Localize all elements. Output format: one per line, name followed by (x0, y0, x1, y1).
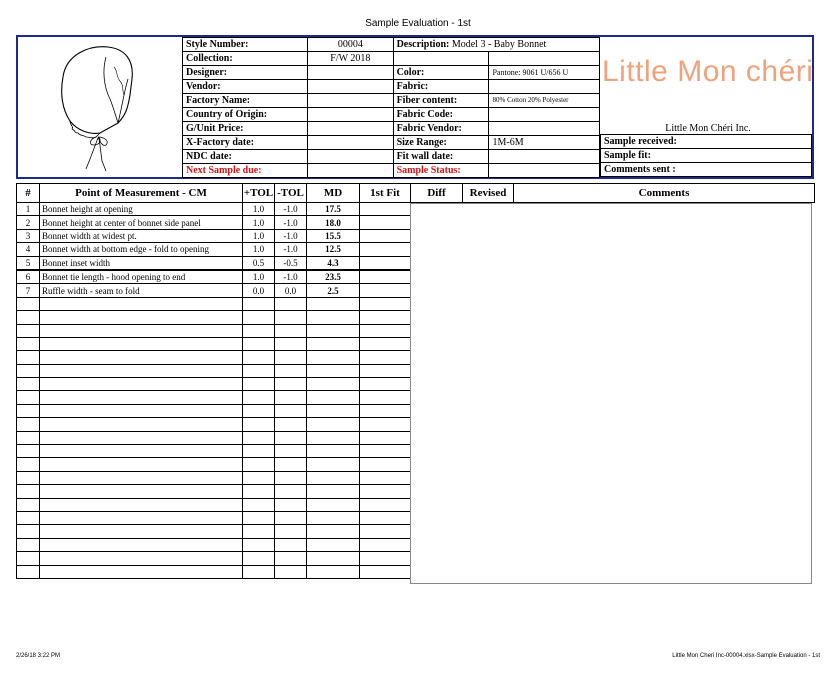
cell-mtol[interactable]: -1.0 (275, 216, 307, 229)
cell-mtol[interactable]: -1.0 (275, 270, 307, 284)
cell-fit[interactable] (360, 485, 411, 498)
cell-ptol[interactable]: 0.5 (243, 256, 275, 270)
cell-mtol[interactable] (275, 458, 307, 471)
cell-ptol[interactable] (243, 364, 275, 377)
cell-fit[interactable] (360, 311, 411, 324)
cell-fit[interactable] (360, 498, 411, 511)
cell-num[interactable]: 3 (17, 229, 40, 242)
fabric-code-label: Fabric Code: (393, 108, 489, 122)
fabric-label: Fabric: (393, 80, 489, 94)
cell-pom[interactable]: Bonnet tie length - hood opening to end (40, 270, 243, 284)
cell-num[interactable] (17, 511, 40, 524)
cell-num[interactable]: 5 (17, 256, 40, 270)
col-header-pom: Point of Measurement - CM (40, 184, 243, 203)
cell-pom[interactable] (40, 404, 243, 417)
next-sample-label: Next Sample due: (183, 164, 308, 178)
cell-md[interactable] (307, 552, 360, 565)
cell-md[interactable] (307, 364, 360, 377)
cell-num[interactable] (17, 445, 40, 458)
cell-pom[interactable] (40, 378, 243, 391)
cell-pom[interactable] (40, 351, 243, 364)
cell-mtol[interactable] (275, 324, 307, 337)
cell-num[interactable]: 4 (17, 243, 40, 256)
cell-mtol[interactable] (275, 378, 307, 391)
cell-mtol[interactable] (275, 511, 307, 524)
col-header-comments: Comments (514, 184, 815, 203)
cell-md[interactable]: 2.5 (307, 284, 360, 297)
cell-ptol[interactable] (243, 498, 275, 511)
cell-num[interactable] (17, 431, 40, 444)
size-range-label: Size Range: (393, 136, 489, 150)
cell-pom[interactable]: Bonnet inset width (40, 256, 243, 270)
cell-num[interactable] (17, 404, 40, 417)
cell-mtol[interactable]: 0.0 (275, 284, 307, 297)
col-header-num: # (17, 184, 40, 203)
factory-name-label: Factory Name: (183, 94, 308, 108)
cell-fit[interactable] (360, 404, 411, 417)
cell-pom[interactable] (40, 311, 243, 324)
size-range-value: 1M-6M (489, 136, 600, 150)
cell-fit[interactable] (360, 351, 411, 364)
cell-pom[interactable] (40, 445, 243, 458)
cell-pom[interactable] (40, 297, 243, 310)
cell-pom[interactable]: Bonnet width at bottom edge - fold to opening (40, 243, 243, 256)
cell-fit[interactable] (360, 284, 411, 297)
footer-filename: Little Mon Cheri Inc-00004.xlsx-Sample Evaluation - 1st (672, 653, 820, 659)
cell-num[interactable]: 6 (17, 270, 40, 284)
cell-num[interactable] (17, 364, 40, 377)
cell-mtol[interactable] (275, 297, 307, 310)
cell-md[interactable] (307, 565, 360, 578)
cell-pom[interactable] (40, 471, 243, 484)
col-header-plus-tol: +TOL (243, 184, 275, 203)
col-header-md: MD (307, 184, 360, 203)
cell-mtol[interactable]: -1.0 (275, 203, 307, 216)
cell-md[interactable] (307, 485, 360, 498)
cell-md[interactable] (307, 458, 360, 471)
cell-pom[interactable]: Bonnet width at widest pt. (40, 229, 243, 242)
cell-mtol[interactable] (275, 404, 307, 417)
cell-pom[interactable] (40, 485, 243, 498)
cell-pom[interactable] (40, 552, 243, 565)
cell-mtol[interactable] (275, 351, 307, 364)
cell-mtol[interactable] (275, 364, 307, 377)
cell-ptol[interactable] (243, 337, 275, 350)
cell-md[interactable] (307, 498, 360, 511)
cell-num[interactable] (17, 498, 40, 511)
cell-fit[interactable] (360, 391, 411, 404)
cell-mtol[interactable] (275, 471, 307, 484)
cell-ptol[interactable] (243, 311, 275, 324)
sample-received-label: Sample received: (601, 135, 812, 149)
cell-ptol[interactable] (243, 458, 275, 471)
col-header-minus-tol: -TOL (275, 184, 307, 203)
fabric-vendor-label: Fabric Vendor: (393, 122, 489, 136)
cell-pom[interactable] (40, 538, 243, 551)
cell-pom[interactable] (40, 391, 243, 404)
cell-fit[interactable] (360, 324, 411, 337)
cell-mtol[interactable] (275, 431, 307, 444)
cell-mtol[interactable] (275, 311, 307, 324)
cell-num[interactable] (17, 471, 40, 484)
unit-price-label: G/Unit Price: (183, 122, 308, 136)
cell-mtol[interactable] (275, 552, 307, 565)
cell-md[interactable] (307, 511, 360, 524)
comments-sent-label: Comments sent : (601, 163, 812, 177)
cell-num[interactable] (17, 351, 40, 364)
cell-fit[interactable] (360, 270, 411, 284)
cell-fit[interactable] (360, 445, 411, 458)
fiber-value: 80% Cotton 20% Polyester (489, 94, 600, 108)
style-number-value: 00004 (308, 38, 393, 52)
fiber-label: Fiber content: (393, 94, 489, 108)
cell-ptol[interactable] (243, 391, 275, 404)
cell-ptol[interactable] (243, 485, 275, 498)
cell-md[interactable]: 18.0 (307, 216, 360, 229)
cell-ptol[interactable] (243, 538, 275, 551)
cell-num[interactable] (17, 525, 40, 538)
cell-ptol[interactable] (243, 511, 275, 524)
cell-ptol[interactable]: 1.0 (243, 243, 275, 256)
cell-fit[interactable] (360, 431, 411, 444)
cell-md[interactable]: 17.5 (307, 203, 360, 216)
cell-md[interactable]: 4.3 (307, 256, 360, 270)
cell-pom[interactable]: Bonnet height at center of bonnet side panel (40, 216, 243, 229)
cell-num[interactable] (17, 485, 40, 498)
cell-md[interactable] (307, 351, 360, 364)
cell-md[interactable] (307, 311, 360, 324)
cell-mtol[interactable] (275, 525, 307, 538)
cell-mtol[interactable] (275, 498, 307, 511)
cell-num[interactable] (17, 458, 40, 471)
cell-fit[interactable] (360, 364, 411, 377)
cell-num[interactable] (17, 391, 40, 404)
cell-ptol[interactable]: 1.0 (243, 229, 275, 242)
cell-num[interactable]: 7 (17, 284, 40, 297)
cell-ptol[interactable] (243, 471, 275, 484)
cell-pom[interactable] (40, 458, 243, 471)
cell-md[interactable] (307, 337, 360, 350)
cell-md[interactable] (307, 538, 360, 551)
cell-mtol[interactable] (275, 538, 307, 551)
cell-fit[interactable] (360, 256, 411, 270)
vendor-label: Vendor: (183, 80, 308, 94)
cell-num[interactable] (17, 552, 40, 565)
header-block (16, 35, 814, 179)
color-value: Pantone: 9061 U/656 U (489, 66, 600, 80)
cell-fit[interactable] (360, 471, 411, 484)
cell-md[interactable] (307, 471, 360, 484)
cell-fit[interactable] (360, 458, 411, 471)
cell-pom[interactable] (40, 337, 243, 350)
cell-mtol[interactable]: -1.0 (275, 229, 307, 242)
style-number-label: Style Number: (183, 38, 308, 52)
cell-ptol[interactable] (243, 297, 275, 310)
cell-fit[interactable] (360, 565, 411, 578)
cell-md[interactable] (307, 404, 360, 417)
cell-num[interactable] (17, 378, 40, 391)
cell-mtol[interactable]: -0.5 (275, 256, 307, 270)
fit-wall-label: Fit wall date: (393, 150, 489, 164)
cell-md[interactable] (307, 324, 360, 337)
company-name: Little Mon Chéri Inc. (665, 123, 751, 134)
comments-area[interactable] (410, 203, 812, 584)
cell-ptol[interactable] (243, 404, 275, 417)
cell-num[interactable]: 1 (17, 203, 40, 216)
cell-pom[interactable]: Bonnet height at opening (40, 203, 243, 216)
cell-ptol[interactable]: 1.0 (243, 216, 275, 229)
sample-dates-grid (600, 134, 812, 177)
cell-pom[interactable]: Ruffle width - seam to fold (40, 284, 243, 297)
cell-ptol[interactable] (243, 378, 275, 391)
cell-mtol[interactable]: -1.0 (275, 243, 307, 256)
cell-fit[interactable] (360, 552, 411, 565)
cell-ptol[interactable] (243, 418, 275, 431)
cell-pom[interactable] (40, 364, 243, 377)
cell-mtol[interactable] (275, 565, 307, 578)
cell-ptol[interactable] (243, 525, 275, 538)
cell-mtol[interactable] (275, 337, 307, 350)
cell-mtol[interactable] (275, 485, 307, 498)
cell-md[interactable] (307, 525, 360, 538)
cell-fit[interactable] (360, 229, 411, 242)
cell-md[interactable] (307, 378, 360, 391)
cell-fit[interactable] (360, 511, 411, 524)
cell-fit[interactable] (360, 216, 411, 229)
cell-ptol[interactable]: 1.0 (243, 270, 275, 284)
brand-logo: Little Mon chéri (602, 55, 814, 88)
cell-fit[interactable] (360, 203, 411, 216)
cell-num[interactable] (17, 311, 40, 324)
collection-value: F/W 2018 (308, 52, 393, 66)
cell-md[interactable] (307, 445, 360, 458)
col-header-first-fit: 1st Fit (360, 184, 411, 203)
cell-mtol[interactable] (275, 418, 307, 431)
cell-md[interactable]: 23.5 (307, 270, 360, 284)
cell-md[interactable] (307, 418, 360, 431)
cell-num[interactable] (17, 337, 40, 350)
ndc-label: NDC date: (183, 150, 308, 164)
cell-ptol[interactable]: 1.0 (243, 203, 275, 216)
page-title: Sample Evaluation - 1st (365, 18, 471, 29)
description-label: Description: (396, 39, 450, 50)
cell-mtol[interactable] (275, 445, 307, 458)
footer-timestamp: 2/26/18 3:22 PM (16, 653, 61, 659)
cell-pom[interactable] (40, 511, 243, 524)
cell-pom[interactable] (40, 525, 243, 538)
cell-fit[interactable] (360, 525, 411, 538)
designer-label: Designer: (183, 66, 308, 80)
col-header-revised: Revised (463, 184, 514, 203)
sample-status-label: Sample Status: (393, 164, 489, 178)
xfactory-label: X-Factory date: (183, 136, 308, 150)
cell-pom[interactable] (40, 418, 243, 431)
cell-ptol[interactable] (243, 565, 275, 578)
cell-ptol[interactable] (243, 431, 275, 444)
cell-num[interactable] (17, 297, 40, 310)
sample-fit-label: Sample fit: (601, 149, 812, 163)
cell-num[interactable] (17, 418, 40, 431)
cell-num[interactable] (17, 538, 40, 551)
cell-fit[interactable] (360, 337, 411, 350)
cell-md[interactable]: 15.5 (307, 229, 360, 242)
cell-md[interactable] (307, 431, 360, 444)
cell-num[interactable]: 2 (17, 216, 40, 229)
cell-ptol[interactable] (243, 552, 275, 565)
color-label: Color: (393, 66, 489, 80)
bonnet-sketch (18, 37, 182, 177)
cell-md[interactable]: 12.5 (307, 243, 360, 256)
cell-fit[interactable] (360, 538, 411, 551)
col-header-diff: Diff (411, 184, 463, 203)
cell-ptol[interactable] (243, 351, 275, 364)
cell-ptol[interactable] (243, 324, 275, 337)
cell-pom[interactable] (40, 324, 243, 337)
cell-fit[interactable] (360, 418, 411, 431)
cell-pom[interactable] (40, 498, 243, 511)
cell-ptol[interactable]: 0.0 (243, 284, 275, 297)
cell-mtol[interactable] (275, 391, 307, 404)
cell-md[interactable] (307, 391, 360, 404)
description-value: Model 3 - Baby Bonnet (451, 39, 547, 50)
cell-md[interactable] (307, 297, 360, 310)
cell-fit[interactable] (360, 297, 411, 310)
collection-label: Collection: (183, 52, 308, 66)
cell-fit[interactable] (360, 378, 411, 391)
cell-num[interactable] (17, 324, 40, 337)
cell-ptol[interactable] (243, 445, 275, 458)
header-grid (182, 37, 600, 178)
cell-fit[interactable] (360, 243, 411, 256)
country-label: Country of Origin: (183, 108, 308, 122)
cell-pom[interactable] (40, 565, 243, 578)
cell-pom[interactable] (40, 431, 243, 444)
cell-num[interactable] (17, 565, 40, 578)
